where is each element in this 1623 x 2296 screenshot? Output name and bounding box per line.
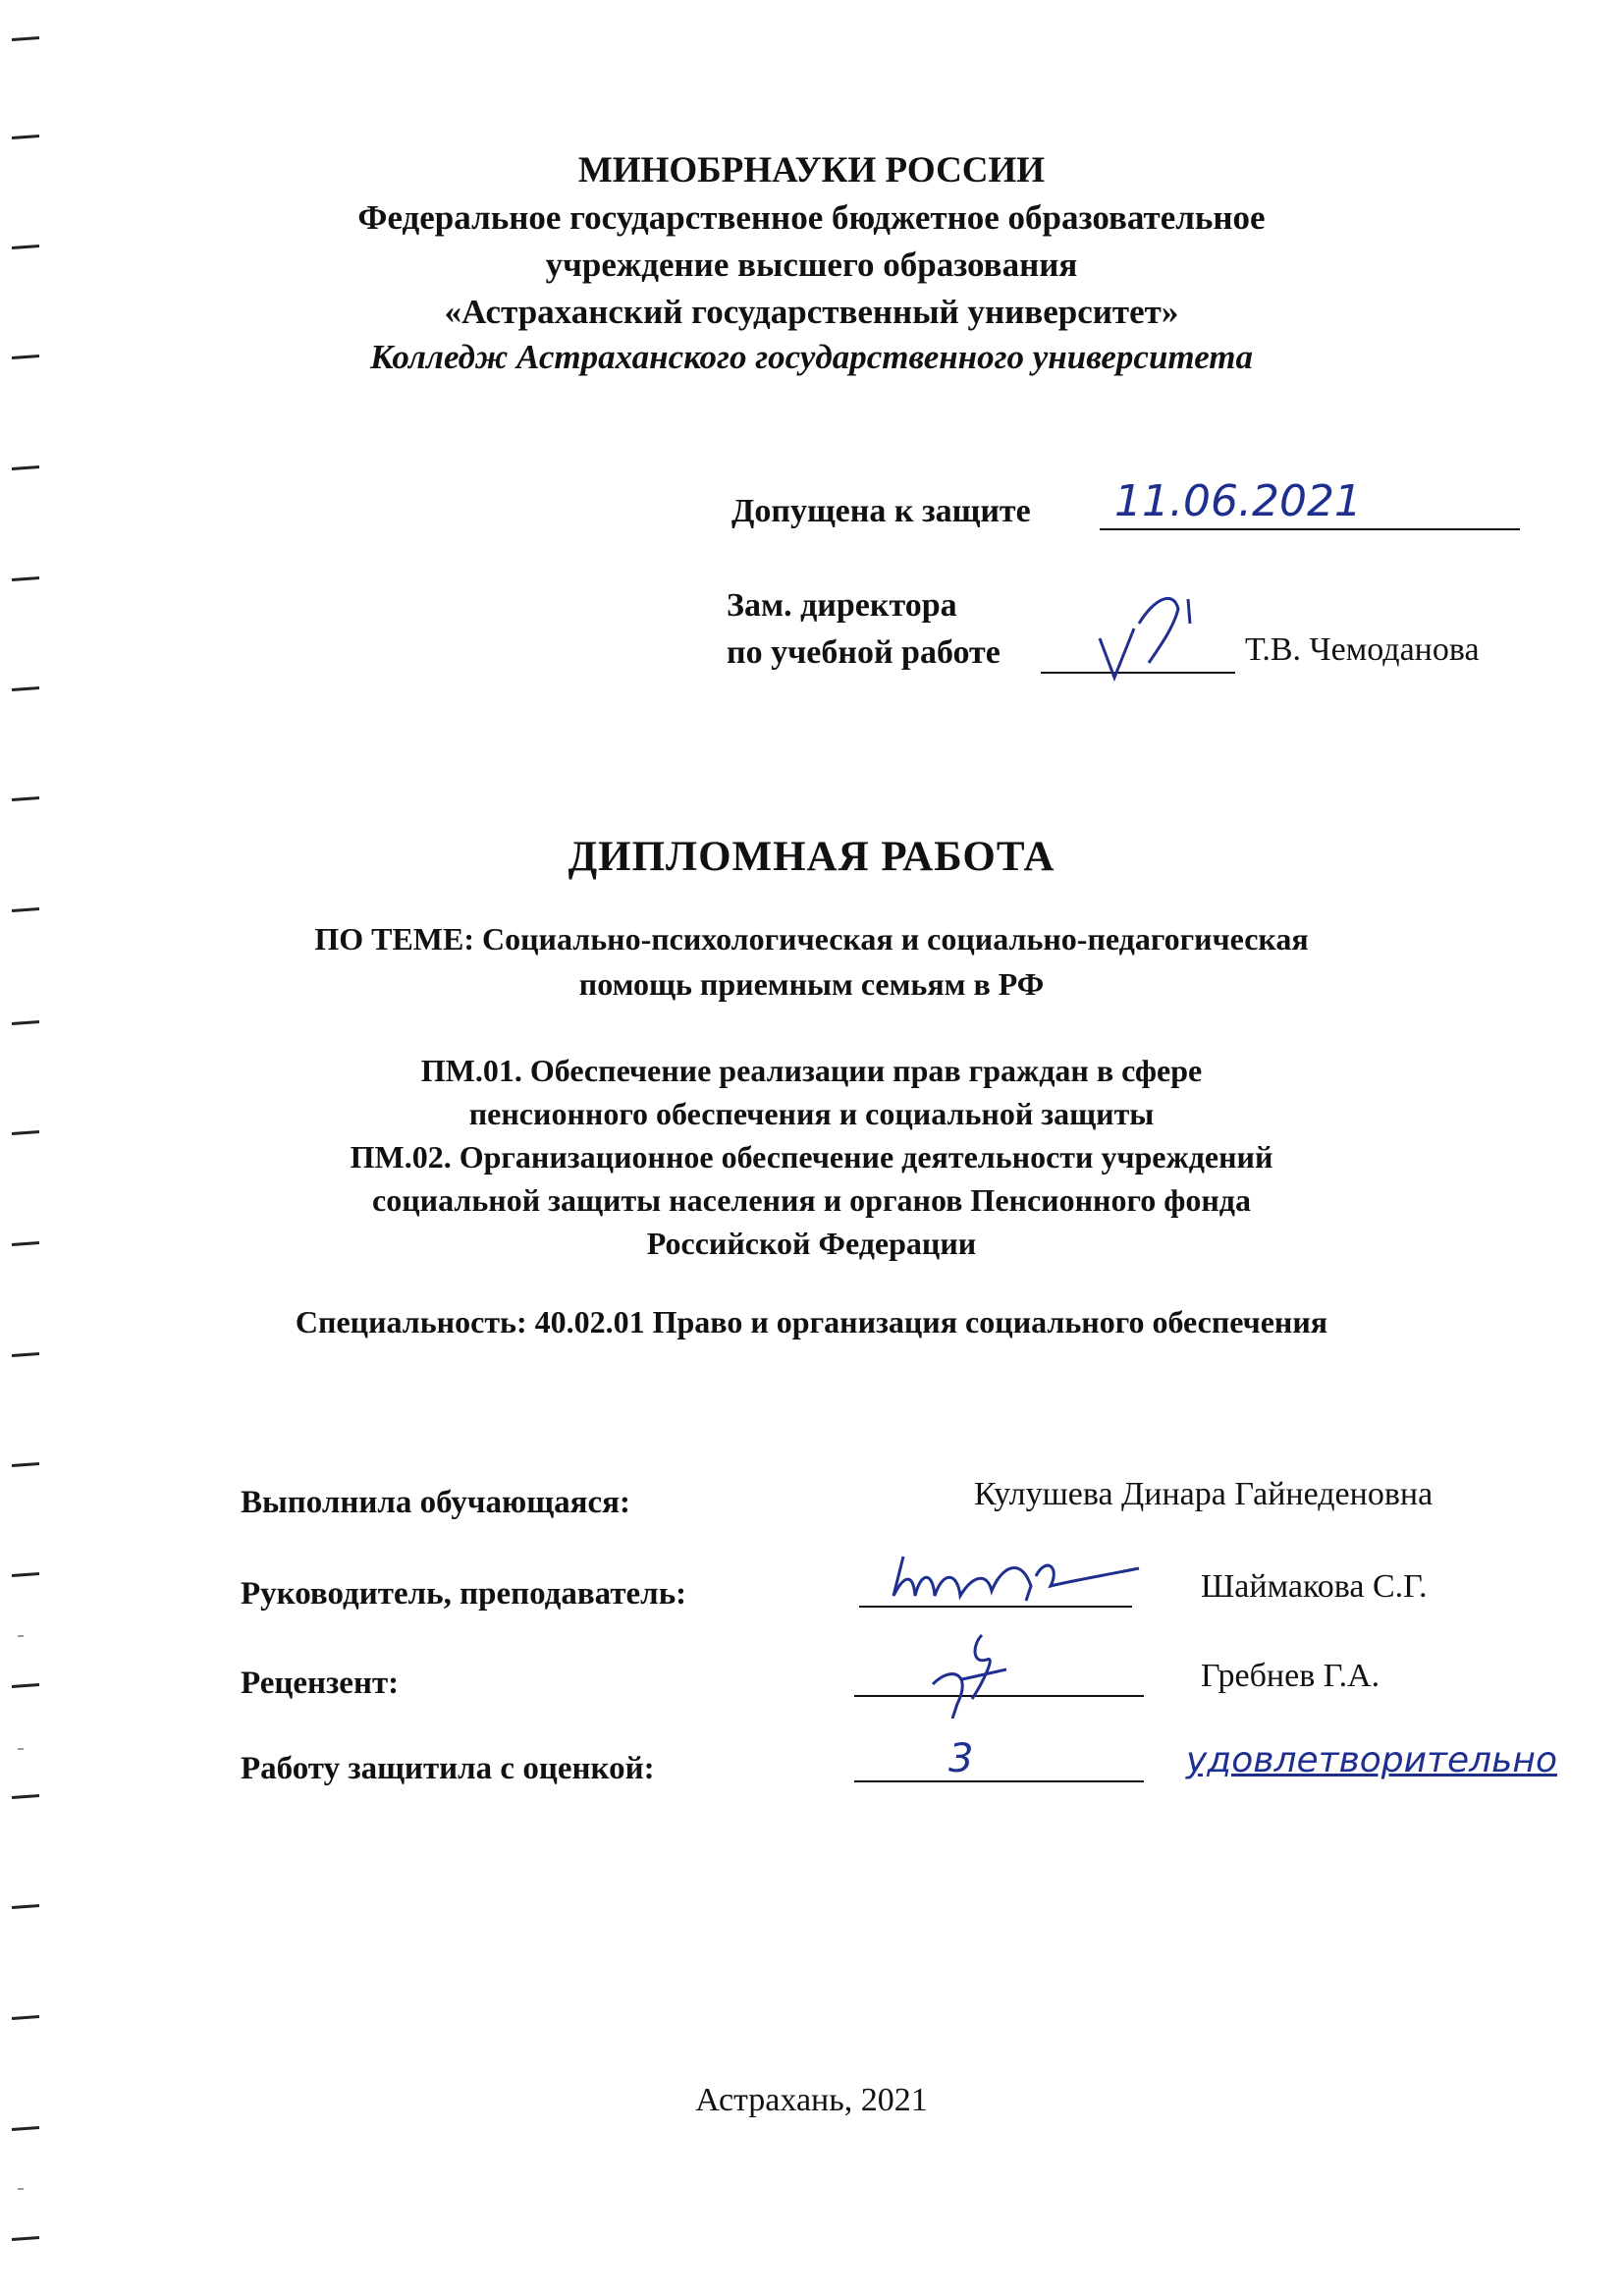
ministry-title: МИНОБРНАУКИ РОССИИ xyxy=(577,150,1046,191)
deputy-title-line-1: Зам. директора xyxy=(727,587,957,624)
student-label: Выполнила обучающаяся: xyxy=(241,1485,630,1520)
city-year: Астрахань, 2021 xyxy=(695,2082,928,2118)
pm02-line-2: социальной защиты населения и органов Пенсионного фонда xyxy=(372,1182,1251,1218)
grade-word-handwritten: удовлетворительно xyxy=(1186,1740,1557,1780)
grade-label: Работу защитила с оценкой: xyxy=(241,1751,655,1786)
reviewer-signature xyxy=(913,1625,1031,1719)
institution-line-1: Федеральное государственное бюджетное образовательное xyxy=(357,198,1266,237)
deputy-signature xyxy=(1080,570,1227,683)
specialty: Специальность: 40.02.01 Право и организация социального обеспечения xyxy=(295,1304,1328,1339)
reviewer-label: Рецензент: xyxy=(241,1666,400,1701)
pm01-line-1: ПМ.01. Обеспечение реализации прав граждан в сфере xyxy=(420,1053,1203,1088)
supervisor-label: Руководитель, преподаватель: xyxy=(241,1576,687,1612)
grade-value-handwritten: 3 xyxy=(948,1736,974,1781)
topic-line-1: ПО ТЕМЕ: Социально-психологическая и социально-педагогическая xyxy=(314,921,1309,957)
document-heading: ДИПЛОМНАЯ РАБОТА xyxy=(568,834,1055,880)
admitted-date-handwritten: 11.06.2021 xyxy=(1114,476,1362,526)
supervisor-name: Шаймакова С.Г. xyxy=(1201,1568,1428,1605)
university-name: «Астраханский государственный университет» xyxy=(444,293,1179,331)
grade-line xyxy=(854,1780,1144,1782)
pm01-line-2: пенсионного обеспечения и социальной защиты xyxy=(468,1096,1155,1131)
student-name: Кулушева Динара Гайнеденовна xyxy=(974,1476,1434,1512)
reviewer-name: Гребнев Г.А. xyxy=(1201,1658,1380,1694)
supervisor-signature xyxy=(864,1527,1149,1620)
deputy-name: Т.В. Чемоданова xyxy=(1245,631,1480,668)
pm02-line-1: ПМ.02. Организационное обеспечение деятельности учреждений xyxy=(350,1139,1273,1175)
institution-line-2: учреждение высшего образования xyxy=(545,246,1078,284)
pm02-line-3: Российской Федерации xyxy=(646,1226,977,1261)
college-name: Колледж Астраханского государственного университета xyxy=(370,338,1253,376)
admitted-date-line xyxy=(1100,528,1520,530)
topic-line-2: помощь приемным семьям в РФ xyxy=(578,966,1045,1002)
deputy-title-line-2: по учебной работе xyxy=(727,634,1001,671)
admitted-label: Допущена к защите xyxy=(731,493,1031,529)
